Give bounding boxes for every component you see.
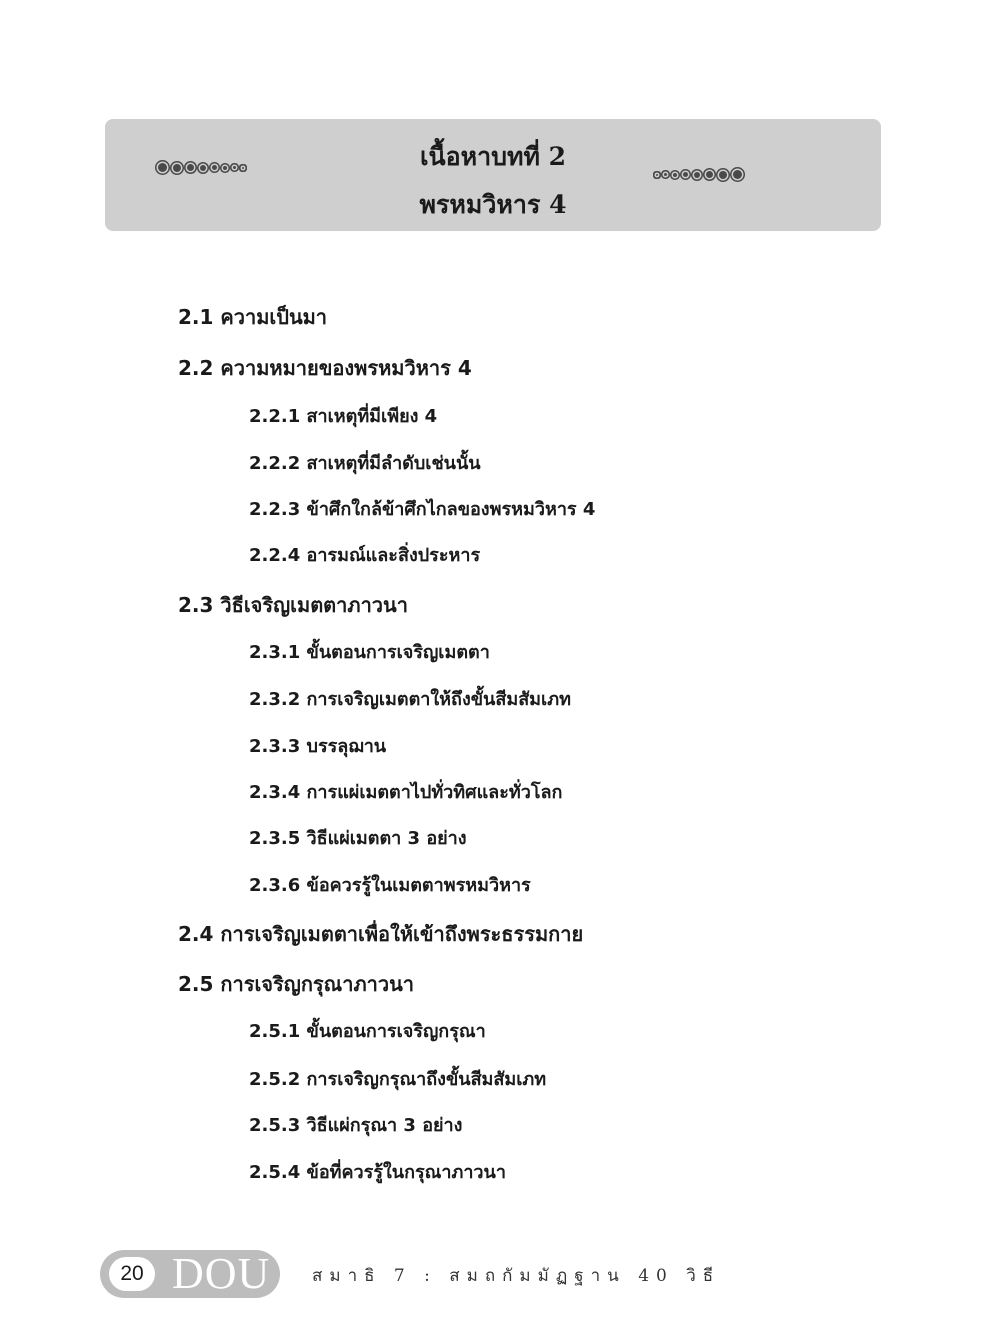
dot-icon bbox=[719, 171, 727, 179]
toc-subheading: 2.3.4 การแผ่เมตตาไปทั่วทิศและทั่วโลก bbox=[249, 782, 563, 803]
chapter-subtitle: พรหมวิหาร 4 bbox=[419, 190, 567, 219]
dot-icon bbox=[656, 174, 658, 176]
chapter-header bbox=[105, 119, 881, 231]
toc-subheading: 2.3.5 วิธีแผ่เมตตา 3 อย่าง bbox=[249, 828, 467, 849]
toc-subheading: 2.2.4 อารมณ์และสิ่งประหาร bbox=[249, 545, 481, 566]
dou-logo: DOU bbox=[172, 1249, 271, 1298]
page-badge bbox=[100, 1250, 280, 1298]
toc-subheading: 2.3.3 บรรลุฌาน bbox=[249, 736, 387, 757]
toc-subheading: 2.5.2 การเจริญกรุณาถึงขั้นสีมสัมเภท bbox=[249, 1069, 547, 1090]
toc-subheading: 2.2.3 ข้าศึกใกล้ข้าศึกไกลของพรหมวิหาร 4 bbox=[249, 499, 596, 520]
dot-icon bbox=[694, 172, 700, 178]
toc-subheading: 2.2.1 สาเหตุที่มีเพียง 4 bbox=[249, 406, 438, 427]
toc-subheading: 2.5.1 ขั้นตอนการเจริญกรุณา bbox=[249, 1021, 486, 1042]
toc-subheading: 2.5.3 วิธีแผ่กรุณา 3 อย่าง bbox=[249, 1115, 463, 1136]
dot-icon bbox=[733, 170, 742, 179]
course-title: สมาธิ 7 : สมถกัมมัฏฐาน 40 วิธี bbox=[312, 1266, 721, 1286]
chapter-title: เนื้อหาบทที่ 2 bbox=[419, 142, 567, 171]
page-number: 20 bbox=[109, 1257, 155, 1291]
toc-heading: 2.3 วิธีเจริญเมตตาภาวนา bbox=[178, 593, 408, 617]
dot-icon bbox=[683, 172, 688, 177]
toc-heading: 2.5 การเจริญกรุณาภาวนา bbox=[178, 972, 414, 996]
toc-subheading: 2.3.6 ข้อควรรู้ในเมตตาพรหมวิหาร bbox=[249, 875, 531, 896]
toc-subheading: 2.3.1 ขั้นตอนการเจริญเมตตา bbox=[249, 642, 490, 663]
toc-heading: 2.2 ความหมายของพรหมวิหาร 4 bbox=[178, 356, 472, 380]
toc-subheading: 2.2.2 สาเหตุที่มีลำดับเช่นนั้น bbox=[249, 453, 481, 474]
page-footer bbox=[0, 1248, 1000, 1300]
decorative-dots-right bbox=[656, 170, 742, 179]
dot-icon bbox=[673, 173, 677, 177]
toc-heading: 2.4 การเจริญเมตตาเพื่อให้เข้าถึงพระธรรมกาย bbox=[178, 922, 584, 946]
toc-heading: 2.1 ความเป็นมา bbox=[178, 305, 328, 329]
dot-icon bbox=[706, 171, 713, 178]
dot-icon bbox=[664, 173, 667, 176]
toc-subheading: 2.3.2 การเจริญเมตตาให้ถึงขั้นสีมสัมเภท bbox=[249, 689, 571, 710]
toc-subheading: 2.5.4 ข้อที่ควรรู้ในกรุณาภาวนา bbox=[249, 1162, 506, 1183]
